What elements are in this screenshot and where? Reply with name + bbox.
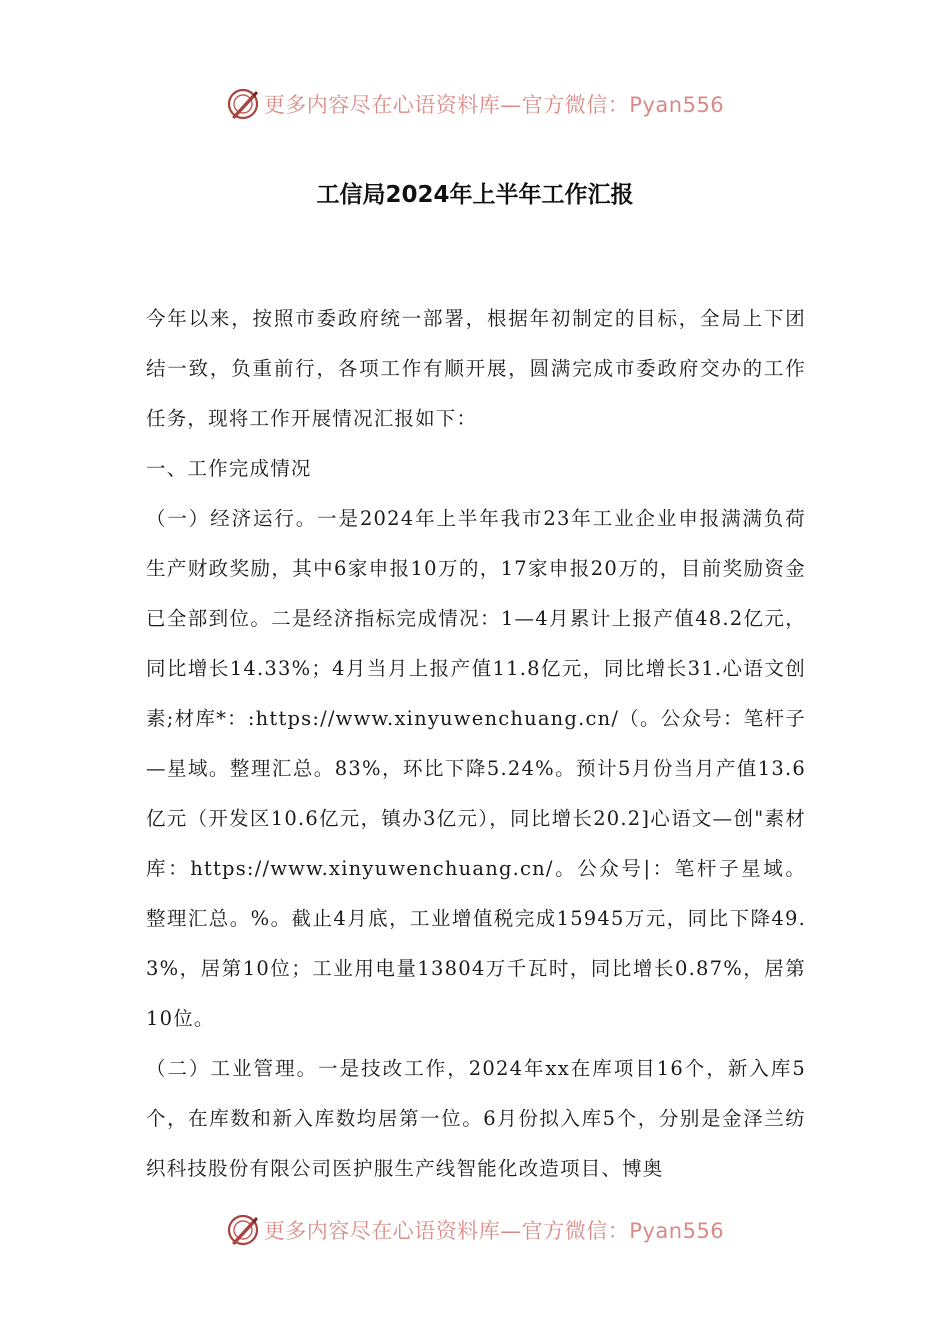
industrial-management-paragraph: （二）工业管理。一是技改工作，2024年xx在库项目16个，新入库5个，在库数和新入库数均居第一位。6月份拟入库5个，分别是金泽兰纺织科技股份有限公司医护服生产线智能化改造项目、博奥 — [146, 1057, 806, 1180]
economic-operation-paragraph: （一）经济运行。一是2024年上半年我市23年工业企业申报满满负荷生产财政奖励，其中6家申报10万的，17家申报20万的，目前奖励资金已全部到位。二是经济指标完成情况：1—4月累计上报产值48.2亿元，同比增长14.33%；4月当月上报产值11.8亿元，同比增长31.心语文创素;材库*：:https://www.xinyuwenchuang.cn/（。公众号：笔杆子—星域。整理汇总。83%，环比下降5.24%。预计5月份当月产值13.6亿元（开发区10.6亿元，镇办3亿元），同比增长20.2]心语文—创"素材库：https://www.xinyuwenchuang.cn/。公众号|：笔杆子星域。整理汇总。%。截止4月底，工业增值税完成15945万元，同比下降49.3%，居第10位；工业用电量13804万千瓦时，同比增长0.87%，居第10位。 — [146, 507, 806, 1030]
pen-logo-icon — [226, 1213, 260, 1247]
document-title: 工信局2024年上半年工作汇报 — [316, 182, 634, 208]
section-heading: 一、工作完成情况 — [146, 457, 312, 480]
pen-logo-icon — [226, 87, 260, 121]
watermark-text: 更多内容尽在心语资料库—官方微信：Pyan556 — [263, 93, 725, 117]
watermark-banner-top — [0, 84, 950, 124]
watermark-text: 更多内容尽在心语资料库—官方微信：Pyan556 — [263, 1219, 725, 1243]
watermark-banner-bottom — [0, 1210, 950, 1250]
intro-paragraph: 今年以来，按照市委政府统一部署，根据年初制定的目标，全局上下团结一致，负重前行，各项工作有顺开展，圆满完成市委政府交办的工作任务，现将工作开展情况汇报如下： — [146, 307, 806, 430]
document-body — [146, 294, 806, 1194]
